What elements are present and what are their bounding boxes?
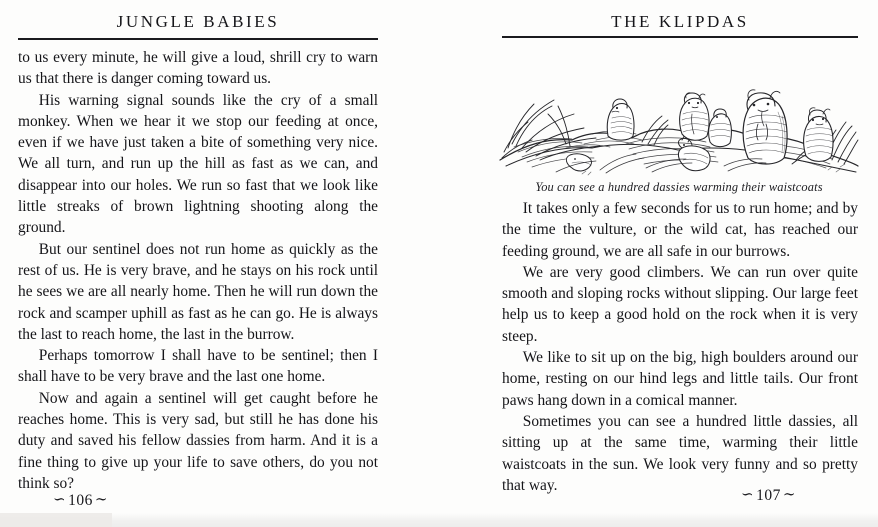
folio-swash-left-icon: ∽ (741, 487, 755, 503)
right-page (440, 0, 878, 527)
left-page-folio (52, 490, 109, 510)
left-page-header-rule (18, 38, 378, 40)
paragraph: We are very good climbers. We can run over quite smooth and sloping rocks without slipping. Our large feet help us to keep a good hold on the rock when it is very steep. (502, 263, 858, 345)
paragraph: Sometimes you can see a hundred little dassies, all sitting up at the same time, warming their little waistcoats in the sun. We look very funny and so pretty that way. (502, 412, 858, 494)
right-page-folio (740, 485, 797, 505)
left-page-running-head: JUNGLE BABIES (116, 12, 280, 31)
folio-swash-right-icon: ∼ (94, 492, 108, 508)
scan-edge-artifact-corner (0, 513, 112, 527)
folio-number: 107 (756, 487, 781, 504)
paragraph: We like to sit up on the big, high boulders around our home, resting on our hind legs and little tails. Our front paws hang down in a comical manner. (502, 349, 858, 409)
paragraph: to us every minute, he will give a loud, shrill cry to warn us that there is danger coming toward us. (18, 49, 378, 88)
right-page-running-head: THE KLIPDAS (611, 12, 749, 31)
paragraph: It takes only a few seconds for us to run home; and by the time the vulture, or the wild cat, has reached our feeding ground, we are all safe in our burrows. (502, 200, 858, 260)
folio-swash-left-icon: ∽ (53, 492, 67, 508)
left-page-text-column (18, 47, 378, 494)
dassies-on-rocks-illustration (496, 48, 862, 178)
right-page-text-column (502, 198, 858, 496)
paragraph: Now and again a sentinel will get caught before he reaches home. This is very sad, but still he has done his duty and saved his fellow dassies from harm. And it is a fine thing to give up your life to save others, do you not think so? (18, 389, 378, 492)
illustration-artwork (496, 48, 862, 178)
paragraph: Perhaps tomorrow I shall have to be sentinel; then I shall have to be very brave and the last one home. (18, 347, 378, 386)
paragraph: His warning signal sounds like the cry of a small monkey. When we hear it we stop our feeding at once, even if we have just taken a bite of something very nice. We all turn, and run up the hill as fast as we can, and disappear into our holes. We run so fast that we look like little streaks of brown lightning shooting along the ground. (18, 91, 378, 237)
folio-number: 106 (68, 492, 93, 509)
folio-swash-right-icon: ∼ (782, 487, 796, 503)
right-page-header-rule (502, 36, 858, 38)
illustration-caption: You can see a hundred dassies warming their waistcoats (535, 180, 823, 194)
paragraph: But our sentinel does not run home as quickly as the rest of us. He is very brave, and he stays on his rock until he sees we are all nearly home. Then he will run down the rock and scamper uphill as fast as he can go. He is always the last to reach home, the last in the burrow. (18, 240, 378, 343)
